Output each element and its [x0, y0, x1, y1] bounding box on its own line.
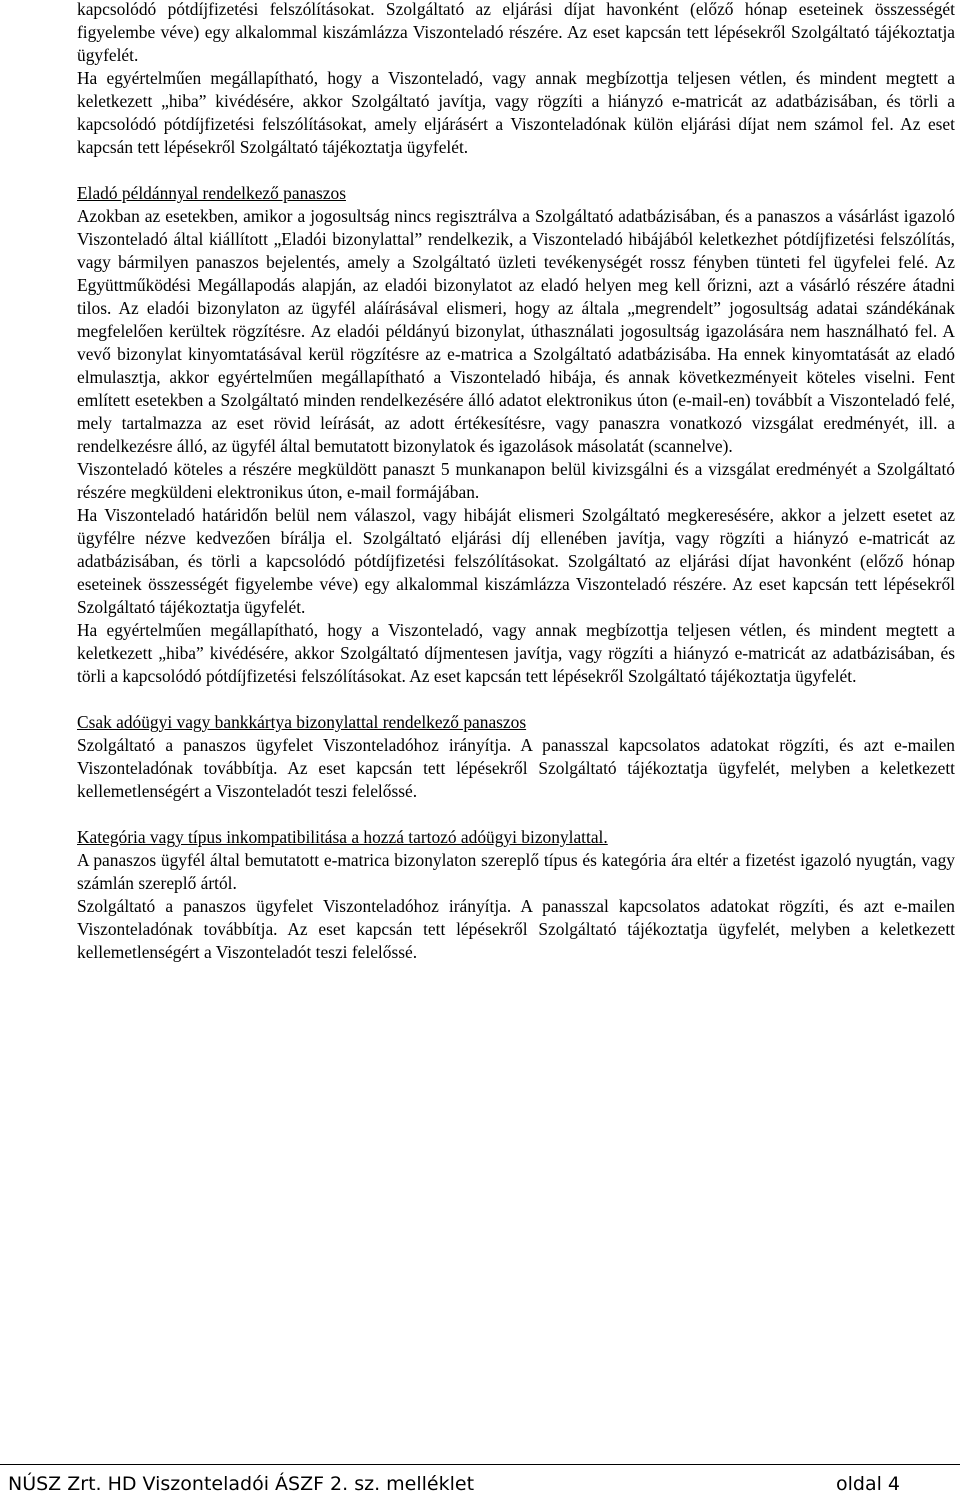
paragraph-no-response: Ha Viszonteladó határidőn belül nem válaszol, vagy hibáját elismeri Szolgáltató megkeresésére, akkor a jelzett esetet az ügyfélre nézve kedvezően bírálja el. Szolgáltató eljárási díj ellenében javítja, vagy rögzíti a hiányzó e-matricát az adatbázisában, és törli a kapcsolódó pótdíjfizetési felszólításokat. Szolgáltató az eljárási díjat havonként (előző hónap eseteinek összességét figyelembe véve) egy alkalommal kiszámlázza Viszonteladó részére. Az eset kapcsán tett lépésekről Szolgáltató tájékoztatja ügyfelét.	[77, 505, 955, 617]
paragraph-category-mismatch: A panaszos ügyfél által bemutatott e-matrica bizonylaton szereplő típus és kategória ára eltér a fizetést igazoló nyugtán, vagy számlán szereplő ártól.	[77, 850, 955, 893]
spacer	[77, 803, 955, 826]
footer-document-title: NÚSZ Zrt. HD Viszonteladói ÁSZF 2. sz. melléklet	[8, 1473, 475, 1495]
paragraph-seller-copy-main: Azokban az esetekben, amikor a jogosultság nincs regisztrálva a Szolgáltató adatbázisában, és a panaszos a vásárlást igazoló Viszonteladó által kiállított „Eladói bizonylattal” rendelkezik, a Viszonteladó hibájából keletkezhet pótdíjfizetési felszólítás, vagy bármilyen panaszos bejelentés, amely a Szolgáltató üzleti tevékenységét rossz fényben tünteti fel ügyfelei felé. Az Együttműködési Megállapodás alapján, az eladói bizonylatot az eladó helyen meg kell őrizni, azt a vásárló részére átadni tilos. Az eladói bizonylaton az ügyfél aláírásával elismeri, hogy az általa „megrendelt” jogosultság adatai szándékának megfelelően kerültek rögzítésre. Az eladói példányú bizonylat, úthasználati jogosultság igazolására nem használható fel. A vevő bizonylat kinyomtatásával kerül rögzítésre az e-matrica a Szolgáltató adatbázisába. Ha ennek kinyomtatását az eladó elmulasztja, akkor egyértelműen megállapítható a Viszonteladó hibája, és annak következményeit köteles viselni. Fent említett esetekben a Szolgáltató minden rendelkezésére álló adatot elektronikus úton (e-mail-en) továbbít a Viszonteladó felé, mely tartalmazza az eset rövid leírását, az adott értékesítésre, vagy panaszra vonatkozó vizsgálat eredményét, ill. a rendelkezésre álló, az ügyfél által bemutatott bizonylatok és igazolások másolatát (scannelve).	[77, 206, 955, 456]
section-heading-category-mismatch: Kategória vagy típus inkompatibilitása a hozzá tartozó adóügyi bizonylattal.	[77, 827, 608, 847]
page-footer	[0, 1464, 960, 1496]
section-heading-seller-copy: Eladó példánnyal rendelkező panaszos	[77, 183, 346, 203]
spacer	[77, 159, 955, 182]
paragraph-continuation: kapcsolódó pótdíjfizetési felszólításokat. Szolgáltató az eljárási díjat havonként (előző hónap eseteinek összességét figyelembe véve) egy alkalommal kiszámlázza Viszonteladó részére. Az eset kapcsán tett lépésekről Szolgáltató tájékoztatja ügyfelét.	[77, 0, 955, 65]
paragraph-reseller-not-at-fault: Ha egyértelműen megállapítható, hogy a Viszonteladó, vagy annak megbízottja teljesen vétlen, és mindent megtett a keletkezett „hiba” kivédésére, akkor Szolgáltató díjmentesen javítja, vagy rögzíti a hiányzó e-matricát az adatbázisában, és törli a kapcsolódó pótdíjfizetési felszólításokat. Az eset kapcsán tett lépésekről Szolgáltató tájékoztatja ügyfelét.	[77, 620, 955, 686]
paragraph-category-mismatch-action: Szolgáltató a panaszos ügyfelet Viszonteladóhoz irányítja. A panasszal kapcsolatos adatokat rögzíti, és azt e-mailen Viszonteladónak továbbítja. Az eset kapcsán tett lépésekről Szolgáltató tájékoztatja ügyfelét, melyben a keletkezett kellemetlenségért a Viszonteladót teszi felelőssé.	[77, 896, 955, 962]
paragraph-tax-receipt: Szolgáltató a panaszos ügyfelet Viszonteladóhoz irányítja. A panasszal kapcsolatos adatokat rögzíti, és azt e-mailen Viszonteladónak továbbítja. Az eset kapcsán tett lépésekről Szolgáltató tájékoztatja ügyfelét, melyben a keletkezett kellemetlenségért a Viszonteladót teszi felelőssé.	[77, 735, 955, 801]
paragraph-reseller-obligation: Viszonteladó köteles a részére megküldött panaszt 5 munkanapon belül kivizsgálni és a vizsgálat eredményét a Szolgáltató részére megküldeni elektronikus úton, e-mail formájában.	[77, 459, 955, 502]
spacer	[77, 688, 955, 711]
page-body	[77, 0, 955, 964]
footer-page-number: oldal 4	[835, 1473, 900, 1495]
paragraph-no-fault: Ha egyértelműen megállapítható, hogy a Viszonteladó, vagy annak megbízottja teljesen vétlen, és mindent megtett a keletkezett „hiba” kivédésére, akkor Szolgáltató javítja, vagy rögzíti a hiányzó e-matricát az adatbázisában, és törli a kapcsolódó pótdíjfizetési felszólításokat, amely eljárásért a Viszonteladónak külön eljárási díjat nem számol fel. Az eset kapcsán tett lépésekről Szolgáltató tájékoztatja ügyfelét.	[77, 68, 955, 157]
section-heading-tax-receipt: Csak adóügyi vagy bankkártya bizonylattal rendelkező panaszos	[77, 712, 527, 732]
